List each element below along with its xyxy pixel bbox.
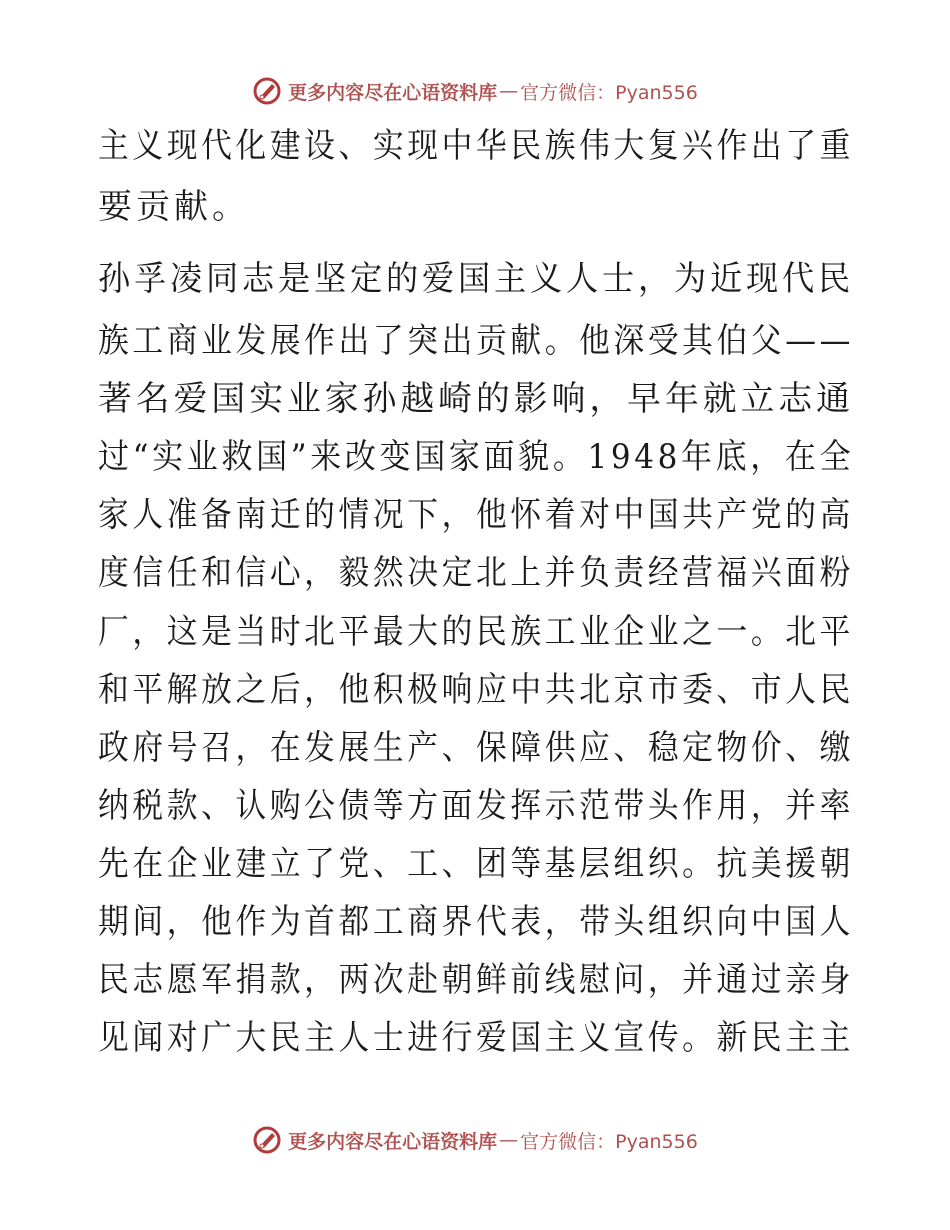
bottom-watermark-banner <box>0 1120 950 1160</box>
logo-icon <box>252 1125 282 1155</box>
banner-dash: — <box>499 80 519 102</box>
body-line: 孙孚凌同志是坚定的爱国主义人士，为近现代民 <box>98 259 855 299</box>
banner-main-text: 更多内容尽在心语资料库 <box>288 81 498 104</box>
body-line: 厂，这是当时北平最大的民族工业企业之一。北平 <box>98 612 854 652</box>
body-line: 期间，他作为首都工商界代表，带头组织向中国人 <box>98 902 854 942</box>
body-line: 纳税款、认购公债等方面发挥示范带头作用，并率 <box>98 786 854 826</box>
body-line: 和平解放之后，他积极响应中共北京市委、市人民 <box>98 670 854 710</box>
body-line: 主义现代化建设、实现中华民族伟大复兴作出了重 <box>98 126 854 166</box>
body-line: 要贡献。 <box>98 187 250 227</box>
top-watermark-banner <box>0 71 950 111</box>
banner-wechat-text: 官方微信：Pyan556 <box>520 1130 698 1153</box>
body-line: 族工商业发展作出了突出贡献。他深受其伯父—— <box>98 321 854 361</box>
logo-icon <box>252 76 282 106</box>
banner-wechat-text: 官方微信：Pyan556 <box>520 81 698 104</box>
banner-main-text: 更多内容尽在心语资料库 <box>288 1130 498 1153</box>
body-line: 政府号召，在发展生产、保障供应、稳定物价、缴 <box>98 728 854 768</box>
body-line: 先在企业建立了党、工、团等基层组织。抗美援朝 <box>98 844 854 884</box>
body-line: 著名爱国实业家孙越崎的影响，早年就立志通 <box>98 379 854 419</box>
body-line: 度信任和信心，毅然决定北上并负责经营福兴面粉 <box>98 553 854 593</box>
body-line: 过“实业救国”来改变国家面貌。1948年底，在全 <box>98 437 855 477</box>
banner-dash: — <box>499 1129 519 1151</box>
body-line: 家人准备南迁的情况下，他怀着对中国共产党的高 <box>98 495 854 535</box>
body-line: 民志愿军捐款，两次赴朝鲜前线慰问，并通过亲身 <box>98 960 854 1000</box>
body-line: 见闻对广大民主人士进行爱国主义宣传。新民主主 <box>98 1018 854 1058</box>
